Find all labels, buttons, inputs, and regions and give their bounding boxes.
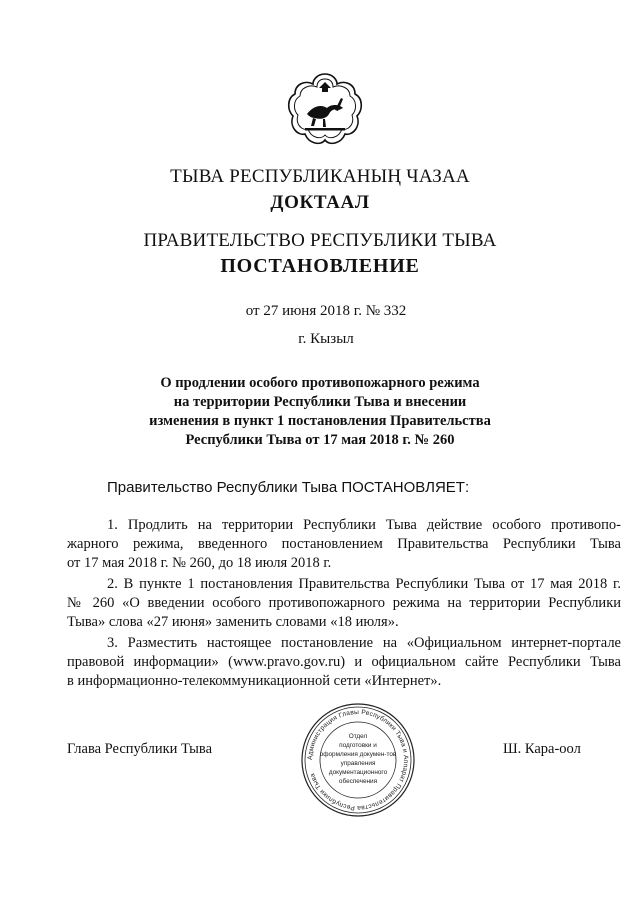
header-tyvan-decree: ДОКТААЛ xyxy=(270,192,370,213)
paragraph-1 xyxy=(67,516,621,573)
paragraph-line: Тыва» слова «27 июня» заменить словами «18 июля». xyxy=(67,614,399,630)
header-decree: ПОСТАНОВЛЕНИЕ xyxy=(220,255,420,277)
stamp-center-line: подготовки и xyxy=(339,742,377,749)
signatory-name: Ш. Кара-оол xyxy=(503,741,581,757)
paragraph-line: от 17 мая 2018 г. № 260, до 18 июля 2018 г. xyxy=(67,555,332,571)
paragraph-line: жарного режима, введенного постановлением Правительства Республики Тыва xyxy=(67,536,621,552)
header-government: ПРАВИТЕЛЬСТВО РЕСПУБЛИКИ ТЫВА xyxy=(143,230,497,251)
paragraph-line: в информационно-телекоммуникационной сети «Интернет». xyxy=(67,673,442,689)
paragraph-line: 2. В пункте 1 постановления Правительства Республики Тыва от 17 мая 2018 г. xyxy=(107,576,621,592)
stamp-center-line: управления xyxy=(340,760,376,767)
title-line: изменения в пункт 1 постановления Правительства xyxy=(149,413,491,429)
paragraph-line: № 260 «О введении особого противопожарного режима на территории Республики xyxy=(67,595,621,611)
coat-of-arms-icon xyxy=(283,68,367,152)
official-stamp-icon xyxy=(300,702,416,818)
stamp-center-line: документационного xyxy=(328,769,388,776)
paragraph-line: правовой информации» (www.pravo.gov.ru) и официальном сайте Республики Тыва xyxy=(67,654,621,670)
paragraph-3 xyxy=(67,634,621,691)
stamp-center-line: Отдел xyxy=(348,733,368,740)
document-city: г. Кызыл xyxy=(298,331,354,347)
header-tyvan-government: ТЫВА РЕСПУБЛИКАНЫҢ ЧАЗАА xyxy=(170,166,470,187)
paragraph-line: 1. Продлить на территории Республики Тыва действие особого противопо- xyxy=(107,517,621,533)
title-line: Республики Тыва от 17 мая 2018 г. № 260 xyxy=(185,432,455,448)
document-date-number: от 27 июня 2018 г. № 332 xyxy=(245,303,407,319)
document-title xyxy=(0,374,640,450)
signatory-position: Глава Республики Тыва xyxy=(67,741,213,757)
stamp-ring-text: Администрация Главы Республики Тыва и Аппарат Правительства Республики Тыва xyxy=(306,708,410,812)
stamp-center-line: оформления докумен-тов xyxy=(319,751,397,758)
title-line: на территории Республики Тыва и внесении xyxy=(173,394,467,410)
title-line: О продлении особого противопожарного режима xyxy=(160,375,480,391)
stamp-center-line: обеспечения xyxy=(338,778,378,785)
paragraph-2 xyxy=(67,575,621,632)
preamble: Правительство Республики Тыва ПОСТАНОВЛЯЕТ: xyxy=(107,479,470,496)
paragraph-line: 3. Разместить настоящее постановление на «Официальном интернет-портале xyxy=(107,635,621,651)
